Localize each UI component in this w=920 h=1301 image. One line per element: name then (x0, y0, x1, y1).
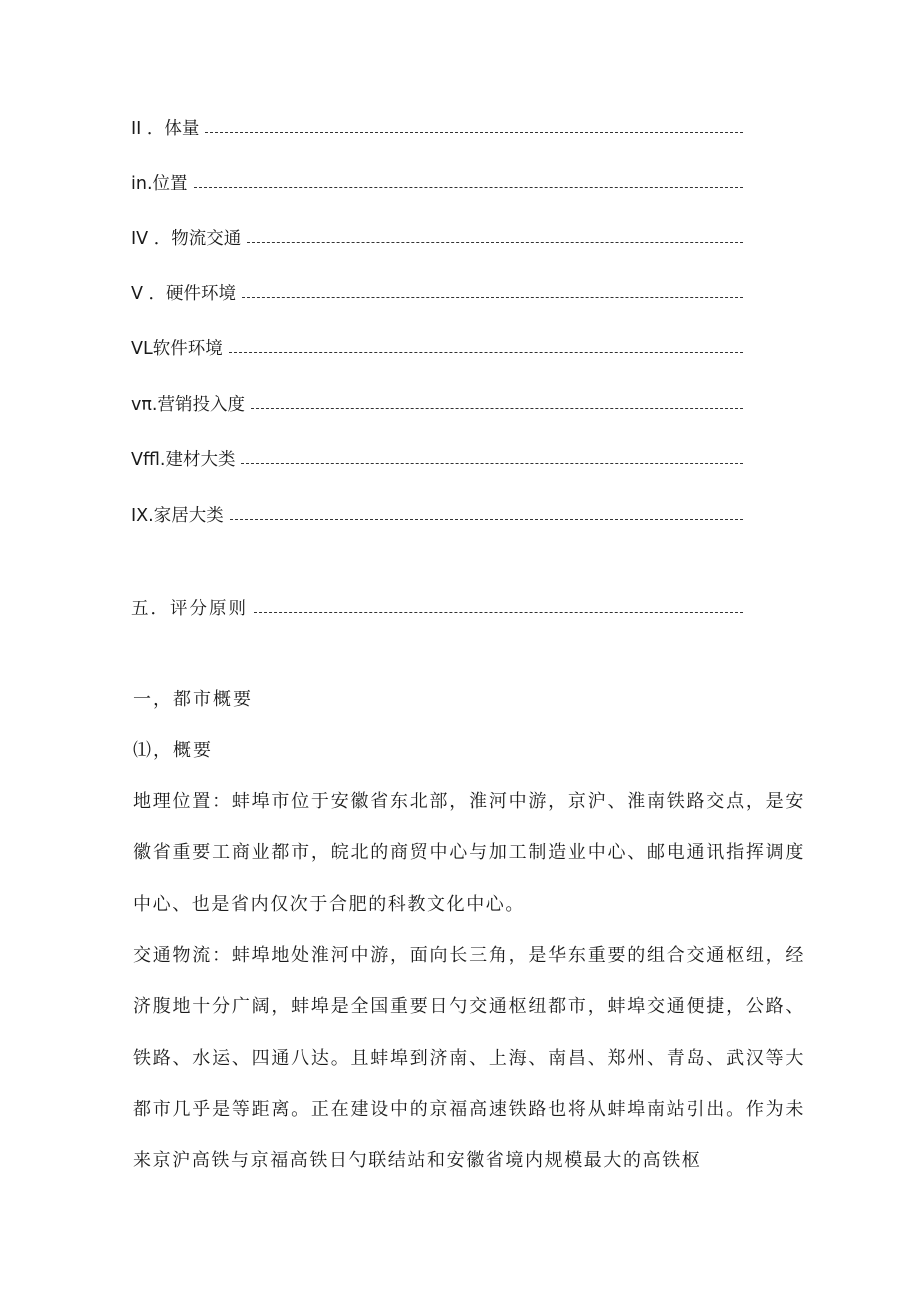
toc-leader-dots (251, 408, 743, 409)
toc-entry-scoring-principles (131, 590, 743, 620)
toc-entry-software (131, 330, 743, 360)
subsection-title: ⑴，概要 (133, 740, 213, 761)
toc-entry-label: II ．体量 (131, 119, 200, 139)
toc-leader-dots (241, 463, 743, 464)
transport-logistics-paragraph: 交通物流：蚌埠地处淮河中游，面向长三角，是华东重要的组合交通枢纽，经济腹地十分广阔，蚌埠是全国重要日勺交通枢纽都市，蚌埠交通便捷，公路、铁路、水运、四通八达。且蚌埠到济南、上海、南昌、郑州、青岛、武汉等大都市几乎是等距离。正在建设中的京福高速铁路也将从蚌埠南站引出。作为未来京沪高铁与京福高铁日勺联结站和安徽省境内规模最大的高铁枢 (133, 945, 805, 1172)
toc-entry-hardware (131, 275, 743, 305)
section-title: 一，都市概要 (133, 689, 253, 710)
toc-entry-logistics (131, 220, 743, 250)
toc-leader-dots (229, 352, 743, 353)
toc-entry-label: Vffl.建材大类 (131, 450, 236, 470)
toc-entry-label: IX.家居大类 (131, 506, 224, 526)
toc-entry-label: IV ．物流交通 (131, 229, 242, 249)
toc-leader-dots (247, 242, 743, 243)
toc-leader-dots (242, 297, 743, 298)
toc-entry-label: in.位置 (131, 174, 188, 194)
toc-entry-label: VL软件环境 (131, 339, 223, 359)
geo-location-paragraph: 地理位置：蚌埠市位于安徽省东北部，淮河中游，京沪、淮南铁路交点，是安徽省重要工商业都市，皖北的商贸中心与加工制造业中心、邮电通讯指挥调度中心、也是省内仅次于合肥的科教文化中心。 (133, 791, 805, 915)
toc-leader-dots (230, 519, 743, 520)
toc-entry-marketing (131, 386, 743, 416)
toc-entry-home-furnishing (131, 497, 743, 527)
toc-entry-label: V ．硬件环境 (131, 284, 237, 304)
toc-entry-building-materials (131, 441, 743, 471)
toc-entry-volume (131, 110, 743, 140)
toc-leader-dots (194, 187, 743, 188)
toc-leader-dots (205, 132, 743, 133)
toc-entry-label: 五．评分原则 (131, 599, 248, 619)
toc-leader-dots (254, 612, 743, 613)
toc-entry-location (131, 165, 743, 195)
toc-entry-label: vπ.营销投入度 (131, 395, 245, 415)
